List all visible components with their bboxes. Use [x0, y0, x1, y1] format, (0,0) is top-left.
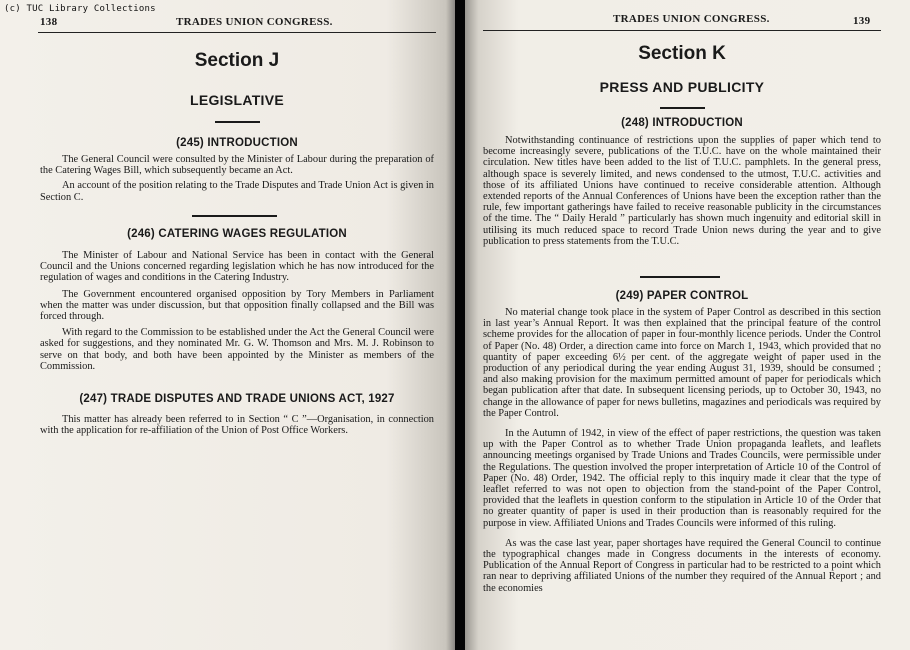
paragraph: This matter has already been referred to in Section “ C ”—Organisation, in connection with the application for re-affiliation of the Union of Post Office Workers. [40, 414, 434, 437]
item-heading-246: (246) CATERING WAGES REGULATION [127, 228, 347, 240]
right-page [465, 0, 910, 650]
item-body-248 [483, 135, 881, 247]
paragraph: The Minister of Labour and National Service has been in contact with the General Council and the Unions concerned regarding legislation which he has now introduced for the regulation of wages and conditions in the Catering Industry. [40, 250, 434, 284]
right-section-subtitle: PRESS AND PUBLICITY [599, 79, 765, 95]
item-heading-245: (245) INTRODUCTION [176, 137, 298, 149]
divider [192, 215, 277, 217]
left-page-number: 138 [40, 16, 58, 28]
paragraph: No material change took place in the system of Paper Control as described in this section in last year’s Annual Report. It was then explained that the principal feature of the control scheme provides for the allocation of paper in four-monthly licence periods. Under the Control of Paper (No. 48) Order, a direction came into force on March 1, 1943, which provided that no quantity of paper exceeding 6½ per cent. of the aggregate weight of paper used in the production of any periodical during the year ending August 31, 1939, should be consumed ; and also making provision for the maximum permitted amount of paper for periodicals which began publication after that date. In subsequent licensing periods, up to October 30, 1943, no change in the allowance of paper for news bulletins, magazines and periodicals was required by the Paper Control. [483, 307, 881, 419]
left-header-rule [38, 32, 436, 33]
right-section-title: Section K [638, 43, 726, 64]
book-gutter [455, 0, 465, 650]
paragraph: With regard to the Commission to be established under the Act the General Council were asked for suggestions, and they nominated Mr. G. W. Thomson and Mrs. M. J. Robinson to serve on that body, and both have been appointed by the Minister as members of the Commission. [40, 327, 434, 372]
item-heading-248: (248) INTRODUCTION [621, 117, 743, 129]
paragraph: As was the case last year, paper shortages have required the General Council to continue the typographical changes made in Congress documents in the interests of economy. Publication of the Annual Report of Congress in particular had to be restricted to a point which ran near to depriving affiliated Unions of the number they required of the Annual Report ; and the economies [483, 537, 881, 594]
item-body-246 [40, 250, 434, 372]
divider [215, 121, 260, 123]
right-page-number: 139 [853, 15, 871, 27]
paragraph: Notwithstanding continuance of restrictions upon the supplies of paper which tend to become increasingly severe, publications of the T.U.C. have on the whole maintained their circulation. New titles have been added to the list of T.U.C. pamphlets. In the general press, although space is severely limited, and news condensed to the utmost, T.U.C. activities and those of its affiliated Unions have continued to receive considerable attention. Although extended reports of the Annual Conferences of Unions have been the exception rather than the rule, few important gatherings have failed to receive reasonable publicity in the circumstances of the time. The “ Daily Herald ” particularly has shown much ingenuity and editorial skill in utilising its much reduced space to record Trade Union news during the year and to give publication to press statements from the T.U.C. [483, 135, 881, 247]
paragraph: The General Council were consulted by the Minister of Labour during the preparation of the Catering Wages Bill, which subsequently became an Act. [40, 154, 434, 177]
item-body-247 [40, 414, 434, 436]
paragraph: In the Autumn of 1942, in view of the effect of paper restrictions, the question was taken up with the Paper Control as to whether Trade Union propaganda leaflets, and leaflets announcing meetings organised by Trade Unions and Trades Councils, were permissible under the Regulations. The question involved the proper interpretation of Article 10 of the Control of Paper (No. 48) Order, 1942. The official reply to this inquiry made it clear that the type of leaflet referred to was not open to objection from the stand-point of the Paper Control, provided that the leaflets in question conform to the stipulation in Article 10 of the Order that no greater quantity of paper is used in their production than is reasonably required for the purpose in view. Affiliated Unions and Trades Councils were informed of this ruling. [483, 428, 881, 529]
left-running-head: TRADES UNION CONGRESS. [176, 16, 333, 28]
right-running-head: TRADES UNION CONGRESS. [613, 13, 770, 25]
paragraph: The Government encountered organised opposition by Tory Members in Parliament when the matter was under discussion, but that opposition finally collapsed and the Bill was forced through. [40, 288, 434, 323]
left-section-subtitle: LEGISLATIVE [189, 92, 285, 108]
item-body-245 [40, 154, 434, 203]
right-header-rule [483, 30, 881, 31]
divider [640, 276, 720, 278]
left-section-title: Section J [194, 50, 280, 71]
paragraph: An account of the position relating to the Trade Disputes and Trade Union Act is given in Section C. [40, 180, 434, 203]
item-body-249 [483, 307, 881, 594]
item-heading-249: (249) PAPER CONTROL [615, 290, 749, 302]
watermark: (c) TUC Library Collections [4, 4, 156, 14]
item-heading-247: (247) TRADE DISPUTES AND TRADE UNIONS ACT, 1927 [79, 393, 395, 405]
divider [660, 107, 705, 109]
